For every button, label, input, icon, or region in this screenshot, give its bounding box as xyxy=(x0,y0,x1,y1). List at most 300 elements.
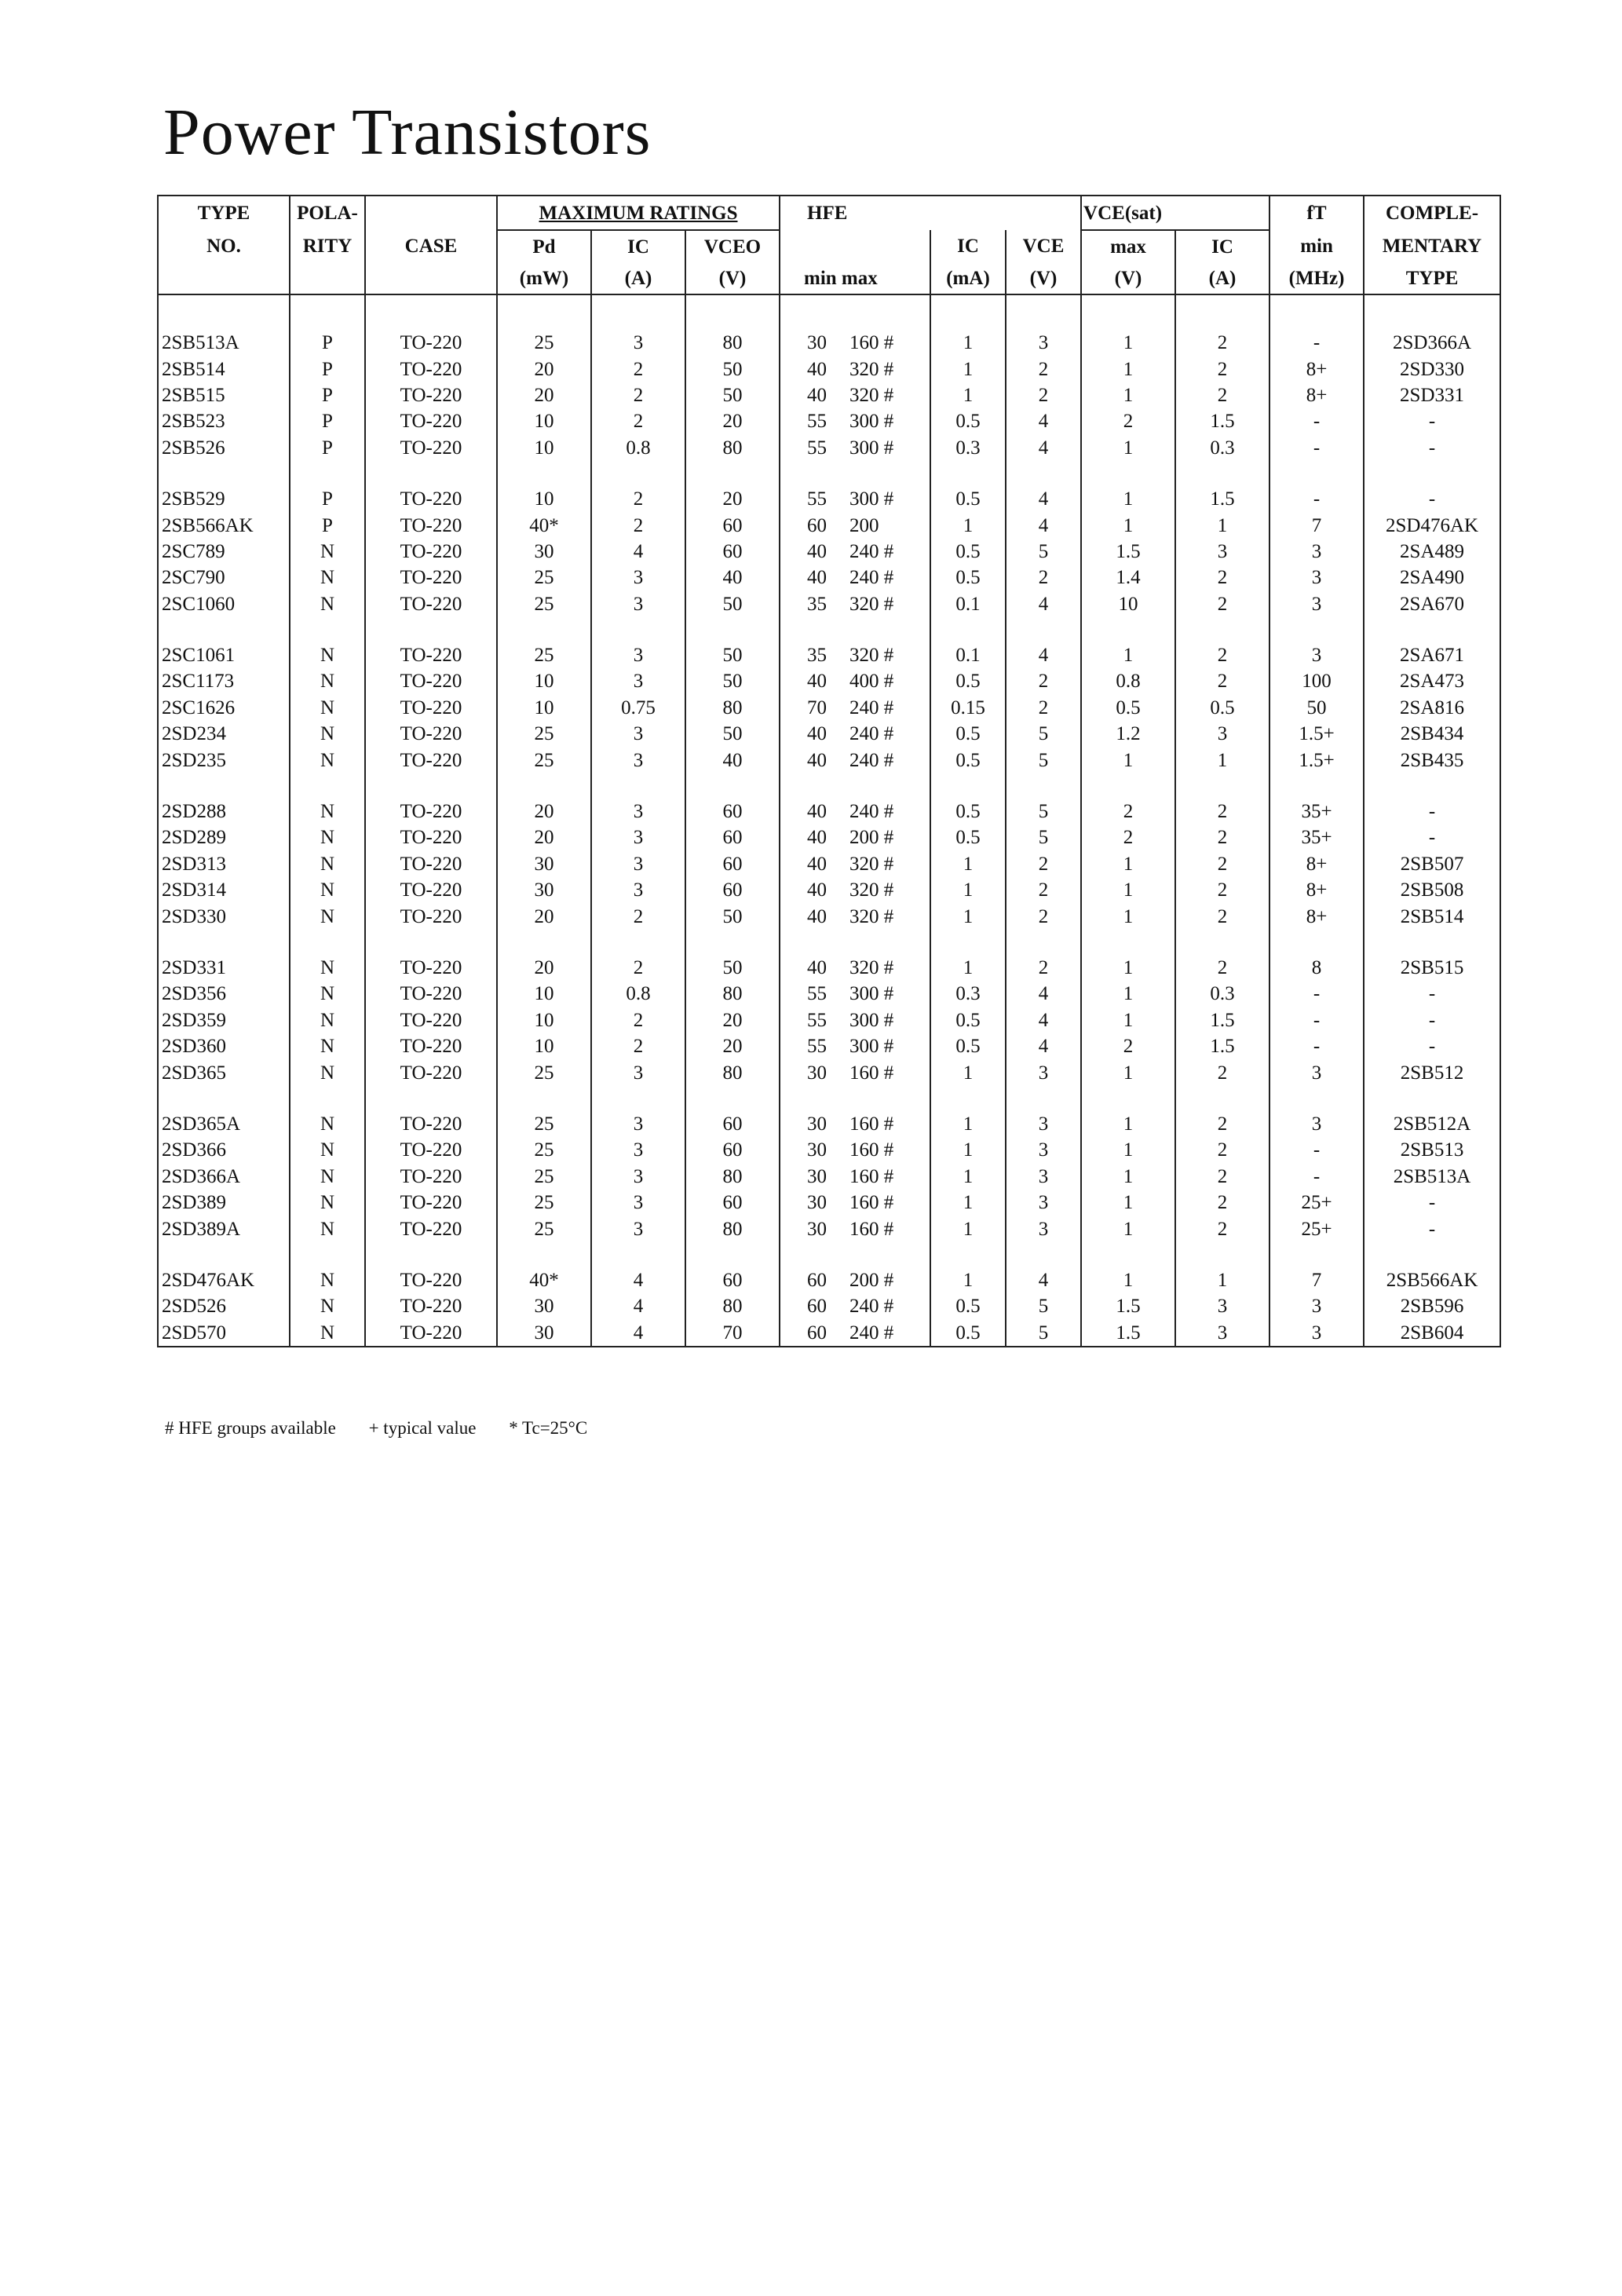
pd-cell: 25 xyxy=(497,1216,591,1241)
table-row xyxy=(158,1216,1500,1241)
polarity-cell: N xyxy=(290,1111,365,1137)
vcesat-ic-cell: 2 xyxy=(1175,382,1269,408)
type-cell: 2SD526 xyxy=(158,1293,290,1319)
ft-unit: (MHz) xyxy=(1269,262,1364,294)
pd-cell: 30 xyxy=(497,877,591,903)
vceo-cell: 60 xyxy=(685,799,780,824)
test-vce-cell: 2 xyxy=(1006,356,1081,382)
hfe-min-value: 40 xyxy=(807,540,827,562)
polarity-cell: P xyxy=(290,435,365,461)
table-row xyxy=(158,695,1500,721)
case-cell: TO-220 xyxy=(365,486,497,512)
ft-cell: 8+ xyxy=(1269,877,1364,903)
hfe-min-value: 30 xyxy=(807,332,827,354)
test-ic-cell: 1 xyxy=(930,382,1006,408)
case-cell: TO-220 xyxy=(365,1111,497,1137)
table-row xyxy=(158,721,1500,747)
hfe-min-value: 40 xyxy=(807,801,827,823)
ic-cell: 3 xyxy=(591,747,685,773)
vceo-cell: 80 xyxy=(685,1059,780,1085)
col-hfe-vce-header: VCE xyxy=(1006,230,1081,262)
pd-cell: 25 xyxy=(497,721,591,747)
type-cell: 2SB514 xyxy=(158,356,290,382)
ic-cell: 2 xyxy=(591,955,685,981)
hfe-min-value: 30 xyxy=(807,1062,827,1084)
table-row xyxy=(158,408,1500,434)
vcesat-ic-cell: 1 xyxy=(1175,747,1269,773)
vcesat-ic-cell: 0.5 xyxy=(1175,695,1269,721)
type-cell: 2SD235 xyxy=(158,747,290,773)
test-ic-cell: 0.5 xyxy=(930,1033,1006,1059)
ft-cell: 25+ xyxy=(1269,1190,1364,1216)
case-cell: TO-220 xyxy=(365,824,497,850)
vceo-cell: 40 xyxy=(685,747,780,773)
hfe-cell xyxy=(780,1111,930,1137)
table-row xyxy=(158,1059,1500,1085)
hfe-min-value: 35 xyxy=(807,645,827,667)
hfe-max-value: 320 # xyxy=(849,593,894,615)
test-ic-cell: 0.5 xyxy=(930,721,1006,747)
case-cell: TO-220 xyxy=(365,512,497,538)
col-vcesat-ic-header: IC xyxy=(1175,230,1269,262)
table-row xyxy=(158,435,1500,461)
test-vce-cell: 2 xyxy=(1006,382,1081,408)
type-cell: 2SD366 xyxy=(158,1137,290,1163)
hfe-cell xyxy=(780,1164,930,1190)
test-ic-cell: 1 xyxy=(930,955,1006,981)
test-ic-cell: 1 xyxy=(930,1216,1006,1241)
vcesat-cell: 1 xyxy=(1081,1164,1175,1190)
vcesat-cell: 10 xyxy=(1081,591,1175,617)
hfe-cell xyxy=(780,1320,930,1347)
row-spacer xyxy=(158,930,1500,955)
pd-cell: 20 xyxy=(497,955,591,981)
type-cell: 2SD313 xyxy=(158,851,290,877)
hfe-cell xyxy=(780,1137,930,1163)
complementary-cell: - xyxy=(1364,435,1500,461)
vceo-cell: 80 xyxy=(685,330,780,356)
row-spacer xyxy=(158,461,1500,486)
test-ic-cell: 0.5 xyxy=(930,747,1006,773)
ic-cell: 3 xyxy=(591,721,685,747)
ft-cell: - xyxy=(1269,1007,1364,1033)
polarity-cell: N xyxy=(290,642,365,668)
test-ic-cell: 0.3 xyxy=(930,435,1006,461)
polarity-cell: N xyxy=(290,1267,365,1293)
complementary-cell: - xyxy=(1364,1190,1500,1216)
vcesat-ic-cell: 3 xyxy=(1175,539,1269,565)
vcesat-cell: 1 xyxy=(1081,1190,1175,1216)
hfe-max-value: 320 # xyxy=(849,645,894,667)
test-ic-cell: 1 xyxy=(930,1267,1006,1293)
hfe-max-value: 240 # xyxy=(849,1296,894,1318)
polarity-cell: P xyxy=(290,408,365,434)
case-cell: TO-220 xyxy=(365,435,497,461)
col-polarity-header-2: RITY xyxy=(290,230,365,262)
vcesat-cell: 1 xyxy=(1081,1267,1175,1293)
complementary-cell: 2SB512A xyxy=(1364,1111,1500,1137)
type-cell: 2SB529 xyxy=(158,486,290,512)
ft-cell: 8+ xyxy=(1269,356,1364,382)
table-row xyxy=(158,955,1500,981)
vcesat-cell: 1 xyxy=(1081,851,1175,877)
hfe-min-value: 55 xyxy=(807,437,827,459)
table-row xyxy=(158,1293,1500,1319)
complementary-cell: 2SB512 xyxy=(1364,1059,1500,1085)
col-ic-header: IC xyxy=(591,230,685,262)
pd-cell: 25 xyxy=(497,1137,591,1163)
ic-cell: 3 xyxy=(591,1216,685,1241)
complementary-cell: - xyxy=(1364,486,1500,512)
test-vce-cell: 2 xyxy=(1006,695,1081,721)
hfe-max-value: 240 # xyxy=(849,723,894,745)
table-row xyxy=(158,565,1500,590)
vcesat-ic-cell: 2 xyxy=(1175,356,1269,382)
vceo-cell: 80 xyxy=(685,435,780,461)
ft-cell: 3 xyxy=(1269,1111,1364,1137)
case-cell: TO-220 xyxy=(365,955,497,981)
test-vce-cell: 3 xyxy=(1006,1137,1081,1163)
hfe-min-value: 40 xyxy=(807,567,827,589)
type-cell: 2SD365A xyxy=(158,1111,290,1137)
polarity-cell: P xyxy=(290,356,365,382)
pd-cell: 25 xyxy=(497,565,591,590)
complementary-cell: 2SB507 xyxy=(1364,851,1500,877)
type-cell: 2SD234 xyxy=(158,721,290,747)
test-ic-cell: 1 xyxy=(930,851,1006,877)
col-hfe-vce-unit: (V) xyxy=(1006,262,1081,294)
table-row xyxy=(158,330,1500,356)
pd-cell: 20 xyxy=(497,356,591,382)
hfe-min-value: 60 xyxy=(807,1296,827,1318)
complementary-header: COMPLE- xyxy=(1364,196,1500,230)
col-type-header-2: NO. xyxy=(158,230,290,262)
hfe-min-value: 40 xyxy=(807,827,827,849)
test-ic-cell: 0.1 xyxy=(930,642,1006,668)
complementary-cell: - xyxy=(1364,408,1500,434)
vcesat-cell: 1 xyxy=(1081,955,1175,981)
footnote-hfe-groups: # HFE groups available xyxy=(165,1418,336,1438)
vcesat-cell: 2 xyxy=(1081,408,1175,434)
hfe-min-value: 70 xyxy=(807,696,827,718)
hfe-min-value: 60 xyxy=(807,514,827,536)
complementary-cell: 2SA816 xyxy=(1364,695,1500,721)
vcesat-cell: 1 xyxy=(1081,747,1175,773)
vcesat-ic-cell: 2 xyxy=(1175,668,1269,694)
row-spacer xyxy=(158,617,1500,642)
case-cell: TO-220 xyxy=(365,877,497,903)
ic-cell: 0.8 xyxy=(591,981,685,1007)
polarity-cell: N xyxy=(290,955,365,981)
type-cell: 2SD476AK xyxy=(158,1267,290,1293)
hfe-min-value: 55 xyxy=(807,411,827,433)
ft-header-2: min xyxy=(1269,230,1364,262)
type-cell: 2SC789 xyxy=(158,539,290,565)
complementary-cell: 2SA671 xyxy=(1364,642,1500,668)
ft-cell: - xyxy=(1269,330,1364,356)
ic-cell: 3 xyxy=(591,330,685,356)
hfe-cell xyxy=(780,382,930,408)
pd-cell: 25 xyxy=(497,747,591,773)
type-cell: 2SD366A xyxy=(158,1164,290,1190)
ft-cell: - xyxy=(1269,1137,1364,1163)
ft-cell: 3 xyxy=(1269,1320,1364,1347)
case-cell: TO-220 xyxy=(365,356,497,382)
type-cell: 2SB515 xyxy=(158,382,290,408)
hfe-cell xyxy=(780,408,930,434)
ic-cell: 3 xyxy=(591,877,685,903)
pd-cell: 20 xyxy=(497,824,591,850)
hfe-cell xyxy=(780,1190,930,1216)
test-ic-cell: 0.5 xyxy=(930,486,1006,512)
ic-cell: 3 xyxy=(591,1190,685,1216)
ft-cell: 50 xyxy=(1269,695,1364,721)
vcesat-ic-cell: 3 xyxy=(1175,1320,1269,1347)
table-row xyxy=(158,642,1500,668)
footnotes xyxy=(165,1418,616,1439)
case-cell: TO-220 xyxy=(365,1033,497,1059)
type-cell: 2SC790 xyxy=(158,565,290,590)
polarity-cell: N xyxy=(290,1293,365,1319)
test-vce-cell: 3 xyxy=(1006,330,1081,356)
vcesat-cell: 1.4 xyxy=(1081,565,1175,590)
hfe-cell xyxy=(780,695,930,721)
hfe-min-value: 40 xyxy=(807,384,827,406)
test-vce-cell: 2 xyxy=(1006,565,1081,590)
ft-cell: 3 xyxy=(1269,539,1364,565)
hfe-min-value: 60 xyxy=(807,1269,827,1291)
test-vce-cell: 3 xyxy=(1006,1216,1081,1241)
vceo-cell: 40 xyxy=(685,565,780,590)
hfe-max-value: 240 # xyxy=(849,540,894,562)
hfe-min-value: 30 xyxy=(807,1165,827,1187)
vcesat-ic-cell: 2 xyxy=(1175,1137,1269,1163)
footnote-typical-value: + typical value xyxy=(368,1418,477,1438)
test-ic-cell: 1 xyxy=(930,356,1006,382)
pd-cell: 25 xyxy=(497,1164,591,1190)
vceo-cell: 80 xyxy=(685,1293,780,1319)
pd-cell: 30 xyxy=(497,851,591,877)
vcesat-cell: 1 xyxy=(1081,1137,1175,1163)
case-cell: TO-220 xyxy=(365,642,497,668)
ft-cell: 100 xyxy=(1269,668,1364,694)
ft-cell: 8+ xyxy=(1269,382,1364,408)
test-vce-cell: 2 xyxy=(1006,903,1081,929)
ft-cell: - xyxy=(1269,981,1364,1007)
case-cell: TO-220 xyxy=(365,382,497,408)
test-ic-cell: 1 xyxy=(930,1059,1006,1085)
hfe-max-value: 320 # xyxy=(849,384,894,406)
test-vce-cell: 2 xyxy=(1006,668,1081,694)
vceo-cell: 60 xyxy=(685,1111,780,1137)
table-row xyxy=(158,851,1500,877)
test-ic-cell: 0.3 xyxy=(930,981,1006,1007)
case-cell: TO-220 xyxy=(365,799,497,824)
type-cell: 2SD314 xyxy=(158,877,290,903)
complementary-cell: 2SA489 xyxy=(1364,539,1500,565)
case-cell: TO-220 xyxy=(365,408,497,434)
hfe-cell xyxy=(780,1007,930,1033)
table-row xyxy=(158,539,1500,565)
vcesat-cell: 2 xyxy=(1081,824,1175,850)
vcesat-ic-cell: 2 xyxy=(1175,824,1269,850)
table-row xyxy=(158,824,1500,850)
hfe-max-value: 160 # xyxy=(849,332,894,354)
test-ic-cell: 0.5 xyxy=(930,408,1006,434)
type-cell: 2SB526 xyxy=(158,435,290,461)
test-vce-cell: 5 xyxy=(1006,1293,1081,1319)
ic-cell: 2 xyxy=(591,512,685,538)
pd-cell: 20 xyxy=(497,903,591,929)
col-vceo-unit: (V) xyxy=(685,262,780,294)
vceo-cell: 50 xyxy=(685,903,780,929)
hfe-max-value: 160 # xyxy=(849,1165,894,1187)
vceo-cell: 20 xyxy=(685,1007,780,1033)
hfe-max-value: 240 # xyxy=(849,801,894,823)
ft-cell: 3 xyxy=(1269,1059,1364,1085)
test-ic-cell: 0.5 xyxy=(930,824,1006,850)
col-vcesat-max-unit: (V) xyxy=(1081,262,1175,294)
table-row xyxy=(158,747,1500,773)
col-vcesat-max-header: max xyxy=(1081,230,1175,262)
ft-cell: - xyxy=(1269,1033,1364,1059)
type-cell: 2SD389A xyxy=(158,1216,290,1241)
ic-cell: 2 xyxy=(591,1007,685,1033)
case-cell: TO-220 xyxy=(365,591,497,617)
hfe-cell xyxy=(780,591,930,617)
ft-cell: 35+ xyxy=(1269,824,1364,850)
hfe-max-value: 300 # xyxy=(849,437,894,459)
test-vce-cell: 5 xyxy=(1006,824,1081,850)
polarity-cell: N xyxy=(290,877,365,903)
hfe-max-value: 160 # xyxy=(849,1139,894,1161)
type-cell: 2SD365 xyxy=(158,1059,290,1085)
row-spacer xyxy=(158,1242,1500,1267)
type-cell: 2SC1060 xyxy=(158,591,290,617)
type-cell: 2SC1173 xyxy=(158,668,290,694)
type-cell: 2SD570 xyxy=(158,1320,290,1347)
test-vce-cell: 3 xyxy=(1006,1164,1081,1190)
hfe-cell xyxy=(780,565,930,590)
hfe-max-value: 160 # xyxy=(849,1192,894,1214)
complementary-cell: 2SA490 xyxy=(1364,565,1500,590)
complementary-cell: 2SA670 xyxy=(1364,591,1500,617)
hfe-max-value: 160 # xyxy=(849,1218,894,1240)
ic-cell: 4 xyxy=(591,1293,685,1319)
pd-cell: 25 xyxy=(497,591,591,617)
hfe-cell xyxy=(780,1059,930,1085)
col-pd-unit: (mW) xyxy=(497,262,591,294)
hfe-min-value: 30 xyxy=(807,1192,827,1214)
ic-cell: 2 xyxy=(591,903,685,929)
hfe-max-value: 320 # xyxy=(849,957,894,978)
ic-cell: 0.75 xyxy=(591,695,685,721)
polarity-cell: P xyxy=(290,330,365,356)
complementary-cell: - xyxy=(1364,824,1500,850)
complementary-cell: - xyxy=(1364,1007,1500,1033)
col-hfe-ic-header: IC xyxy=(930,230,1006,262)
ic-cell: 3 xyxy=(591,1137,685,1163)
pd-cell: 25 xyxy=(497,1190,591,1216)
ic-cell: 2 xyxy=(591,382,685,408)
vcesat-cell: 1 xyxy=(1081,512,1175,538)
vceo-cell: 50 xyxy=(685,955,780,981)
ft-cell: 1.5+ xyxy=(1269,747,1364,773)
test-vce-cell: 4 xyxy=(1006,981,1081,1007)
polarity-cell: N xyxy=(290,1320,365,1347)
vcesat-ic-cell: 2 xyxy=(1175,1111,1269,1137)
vcesat-ic-cell: 1.5 xyxy=(1175,408,1269,434)
ic-cell: 3 xyxy=(591,1111,685,1137)
test-ic-cell: 1 xyxy=(930,1111,1006,1137)
ic-cell: 3 xyxy=(591,851,685,877)
ic-cell: 3 xyxy=(591,668,685,694)
type-cell: 2SD330 xyxy=(158,903,290,929)
complementary-cell: 2SD476AK xyxy=(1364,512,1500,538)
hfe-min-value: 40 xyxy=(807,957,827,978)
hfe-min-value: 30 xyxy=(807,1113,827,1135)
vcesat-ic-cell: 1 xyxy=(1175,1267,1269,1293)
polarity-cell: N xyxy=(290,1190,365,1216)
type-cell: 2SC1061 xyxy=(158,642,290,668)
pd-cell: 10 xyxy=(497,1033,591,1059)
col-type-header: TYPE xyxy=(158,196,290,230)
vcesat-ic-cell: 2 xyxy=(1175,1059,1269,1085)
vcesat-header: VCE(sat) xyxy=(1081,196,1269,230)
ft-cell: - xyxy=(1269,1164,1364,1190)
col-ic-unit: (A) xyxy=(591,262,685,294)
polarity-cell: N xyxy=(290,747,365,773)
hfe-min-value: 35 xyxy=(807,593,827,615)
case-cell: TO-220 xyxy=(365,851,497,877)
test-ic-cell: 0.5 xyxy=(930,1293,1006,1319)
vcesat-ic-cell: 2 xyxy=(1175,1216,1269,1241)
vcesat-cell: 1.5 xyxy=(1081,1320,1175,1347)
hfe-min-value: 40 xyxy=(807,905,827,927)
vcesat-ic-cell: 1.5 xyxy=(1175,1033,1269,1059)
test-vce-cell: 5 xyxy=(1006,1320,1081,1347)
ic-cell: 4 xyxy=(591,1320,685,1347)
complementary-cell: 2SB435 xyxy=(1364,747,1500,773)
vcesat-ic-cell: 2 xyxy=(1175,1164,1269,1190)
vceo-cell: 80 xyxy=(685,1164,780,1190)
pd-cell: 20 xyxy=(497,799,591,824)
pd-cell: 25 xyxy=(497,1111,591,1137)
case-cell: TO-220 xyxy=(365,330,497,356)
ic-cell: 2 xyxy=(591,356,685,382)
vcesat-ic-cell: 2 xyxy=(1175,591,1269,617)
type-cell: 2SD289 xyxy=(158,824,290,850)
pd-cell: 40* xyxy=(497,1267,591,1293)
hfe-min-value: 55 xyxy=(807,1036,827,1058)
complementary-header-2: MENTARY xyxy=(1364,230,1500,262)
hfe-min-value: 55 xyxy=(807,983,827,1005)
complementary-cell: 2SD331 xyxy=(1364,382,1500,408)
vceo-cell: 20 xyxy=(685,486,780,512)
hfe-cell xyxy=(780,642,930,668)
vceo-cell: 80 xyxy=(685,1216,780,1241)
table-row xyxy=(158,903,1500,929)
complementary-cell: 2SB596 xyxy=(1364,1293,1500,1319)
hfe-max-value: 400 # xyxy=(849,671,894,693)
vceo-cell: 60 xyxy=(685,512,780,538)
pd-cell: 10 xyxy=(497,408,591,434)
table-row xyxy=(158,591,1500,617)
pd-cell: 10 xyxy=(497,486,591,512)
hfe-max-value: 240 # xyxy=(849,696,894,718)
test-vce-cell: 3 xyxy=(1006,1059,1081,1085)
ft-cell: 7 xyxy=(1269,1267,1364,1293)
